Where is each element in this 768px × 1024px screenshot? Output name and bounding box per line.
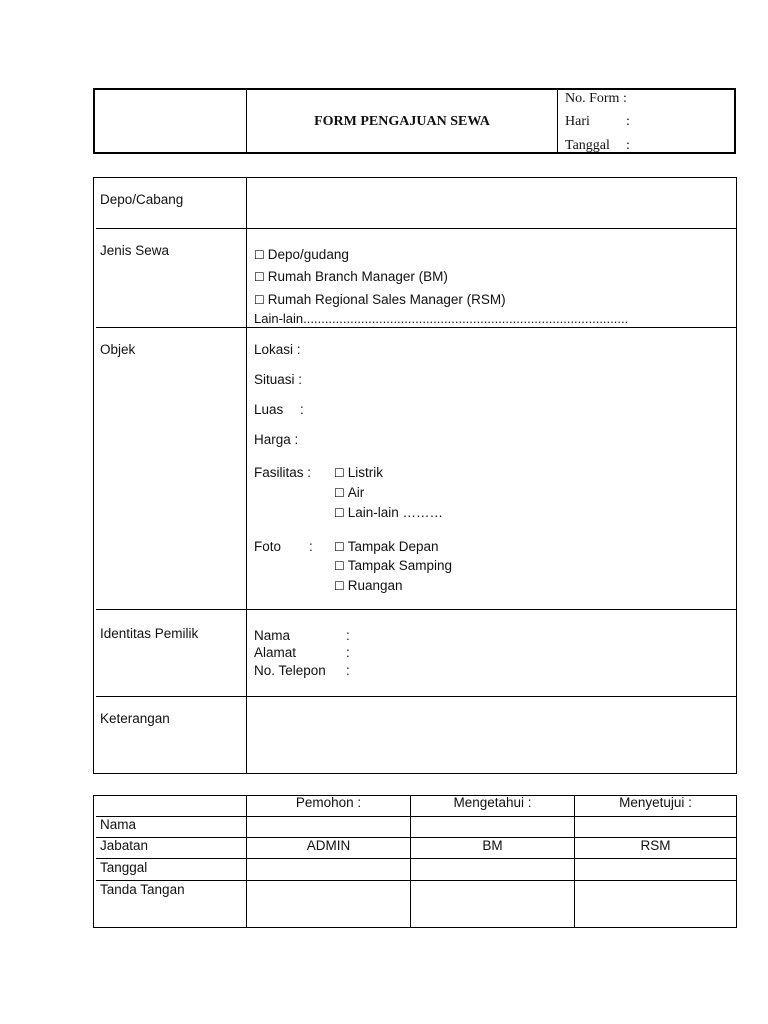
row-separator [96, 327, 736, 328]
option-label: Lain-lain ……… [347, 505, 444, 520]
checkbox-icon[interactable]: ☐ [334, 466, 345, 480]
row-separator [93, 773, 737, 774]
foto-label: Foto [254, 539, 282, 554]
row-label-jabatan: Jabatan [100, 838, 149, 853]
option-listrik[interactable] [334, 465, 383, 480]
option-label: Depo/gudang [267, 247, 349, 262]
option-depo-gudang[interactable] [254, 247, 349, 262]
row-label-tanda-tangan: Tanda Tangan [100, 882, 185, 897]
harga-label: Harga : [254, 432, 299, 447]
tanggal-label: Tanggal [565, 138, 610, 153]
form-body-divider [246, 177, 247, 774]
identitas-pemilik-label: Identitas Pemilik [100, 626, 199, 641]
checkbox-icon[interactable]: ☐ [334, 540, 345, 554]
option-label: Rumah Branch Manager (BM) [267, 269, 448, 284]
hari-colon: : [626, 114, 630, 129]
lokasi-label: Lokasi : [254, 342, 301, 357]
checkbox-icon[interactable]: ☐ [334, 579, 345, 593]
depo-cabang-label: Depo/Cabang [100, 192, 184, 207]
option-label: Tampak Samping [347, 558, 453, 573]
approval-col-divider [246, 795, 247, 928]
checkbox-icon[interactable]: ☐ [254, 248, 265, 262]
row-separator [96, 609, 736, 610]
approval-row-line [96, 858, 736, 859]
header-pemohon: Pemohon : [295, 795, 362, 810]
header-divider [246, 88, 247, 154]
option-label: Air [347, 485, 365, 500]
foto-colon: : [309, 539, 313, 554]
telepon-label: No. Telepon [254, 663, 326, 678]
nama-label: Nama [254, 628, 291, 643]
checkbox-icon[interactable]: ☐ [254, 270, 265, 284]
header-menyetujui: Menyetujui : [619, 795, 692, 810]
option-tampak-depan[interactable] [334, 539, 439, 554]
alamat-colon: : [346, 645, 350, 660]
tanggal-colon: : [626, 138, 630, 153]
approval-row-line [96, 880, 736, 881]
depo-cabang-field[interactable] [248, 179, 734, 226]
option-tampak-samping[interactable] [334, 558, 452, 573]
option-label: Ruangan [347, 578, 403, 593]
approval-row-line [96, 816, 736, 817]
no-form-label: No. Form : [565, 91, 627, 106]
option-label: Tampak Depan [347, 539, 439, 554]
option-ruangan[interactable] [334, 578, 403, 593]
approval-col-divider [574, 795, 575, 928]
hari-label: Hari [565, 114, 590, 129]
form-body-box [93, 177, 737, 774]
jabatan-menyetujui: RSM [640, 838, 671, 853]
keterangan-label: Keterangan [100, 711, 170, 726]
fasilitas-label: Fasilitas : [254, 465, 312, 480]
option-label: Rumah Regional Sales Manager (RSM) [267, 292, 506, 307]
option-rumah-bm[interactable] [254, 269, 448, 284]
jenis-sewa-label: Jenis Sewa [100, 243, 170, 258]
luas-colon: : [300, 402, 304, 417]
lain-lain-field[interactable]: Lain-lain.......................................................................................... [254, 311, 629, 326]
jabatan-mengetahui: BM [482, 838, 503, 853]
form-title: FORM PENGAJUAN SEWA [314, 114, 490, 129]
option-label: Listrik [347, 465, 384, 480]
checkbox-icon[interactable]: ☐ [254, 293, 265, 307]
keterangan-field[interactable] [248, 698, 734, 772]
row-label-nama: Nama [100, 817, 137, 832]
approval-table [93, 795, 737, 928]
luas-label: Luas [254, 402, 284, 417]
nama-colon: : [346, 628, 350, 643]
header-divider [557, 88, 558, 154]
checkbox-icon[interactable]: ☐ [334, 559, 345, 573]
situasi-label: Situasi : [254, 372, 303, 387]
option-fasilitas-lain[interactable] [334, 505, 443, 520]
option-air[interactable] [334, 485, 364, 500]
header-mengetahui: Mengetahui : [453, 795, 532, 810]
jabatan-pemohon: ADMIN [306, 838, 351, 853]
row-label-tanggal: Tanggal [100, 860, 148, 875]
checkbox-icon[interactable]: ☐ [334, 506, 345, 520]
row-separator [96, 228, 736, 229]
telepon-colon: : [346, 663, 350, 678]
alamat-label: Alamat [254, 645, 297, 660]
option-rumah-rsm[interactable] [254, 292, 506, 307]
checkbox-icon[interactable]: ☐ [334, 486, 345, 500]
objek-label: Objek [100, 342, 136, 357]
row-separator [96, 696, 736, 697]
approval-col-divider [410, 795, 411, 928]
